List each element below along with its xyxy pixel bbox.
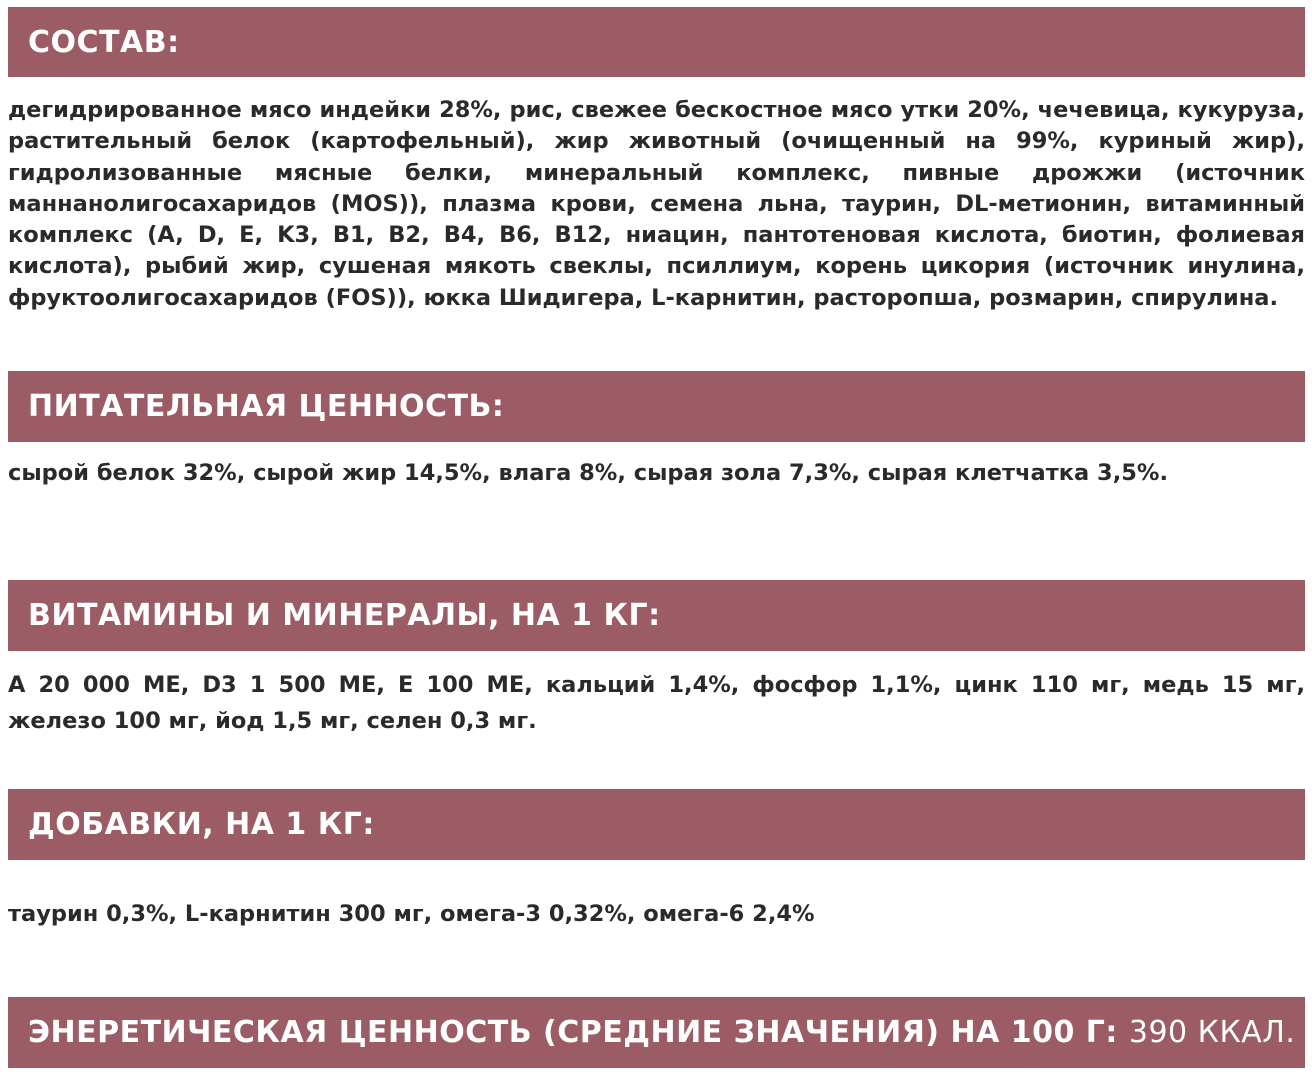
nutrition-heading: ПИТАТЕЛЬНАЯ ЦЕННОСТЬ: <box>28 389 505 424</box>
vitamins-text: A 20 000 ME, D3 1 500 ME, E 100 ME, кальций 1,4%, фосфор 1,1%, цинк 110 мг, медь 15 мг, железо 100 мг, йод 1,5 мг, селен 0,3 мг. <box>8 672 1305 734</box>
energy-heading: ЭНЕРЕТИЧЕСКАЯ ЦЕННОСТЬ (СРЕДНИЕ ЗНАЧЕНИЯ) НА 100 Г: <box>28 1015 1118 1050</box>
additives-heading-band <box>8 789 1305 860</box>
composition-text: дегидрированное мясо индейки 28%, рис, свежее бескостное мясо утки 20%, чечевица, кукуруза, растительный белок (картофельный), жир животный (очищенный на 99%, куриный жир), гидролизованные мясные белки, минеральный комплекс, пивные дрожжи (источник маннанолигосахаридов (MOS)), плазма крови, семена льна, таурин, DL-метионин, витаминный комплекс (A, D, E, K3, B1, B2, B4, B6, B12, ниацин, пантотеновая кислота, биотин, фолиевая кислота), рыбий жир, сушеная мякоть свеклы, псиллиум, корень цикория (источник инулина, фруктоолигосахаридов (FOS)), юкка Шидигера, L-карнитин, расторопша, розмарин, спирулина. <box>8 97 1305 311</box>
energy-heading-band <box>8 997 1305 1068</box>
nutrition-text: сырой белок 32%, сырой жир 14,5%, влага 8%, сырая зола 7,3%, сырая клетчатка 3,5%. <box>8 460 1169 486</box>
nutrition-heading-band <box>8 371 1305 442</box>
vitamins-heading-band <box>8 580 1305 651</box>
vitamins-heading: ВИТАМИНЫ И МИНЕРАЛЫ, НА 1 КГ: <box>28 598 661 633</box>
energy-value: 390 ККАЛ. <box>1128 1015 1296 1050</box>
composition-heading-band <box>8 7 1305 77</box>
composition-heading: СОСТАВ: <box>28 24 180 60</box>
additives-text: таурин 0,3%, L-карнитин 300 мг, омега-3 0,32%, омега-6 2,4% <box>8 901 815 927</box>
additives-heading: ДОБАВКИ, НА 1 КГ: <box>28 807 375 842</box>
